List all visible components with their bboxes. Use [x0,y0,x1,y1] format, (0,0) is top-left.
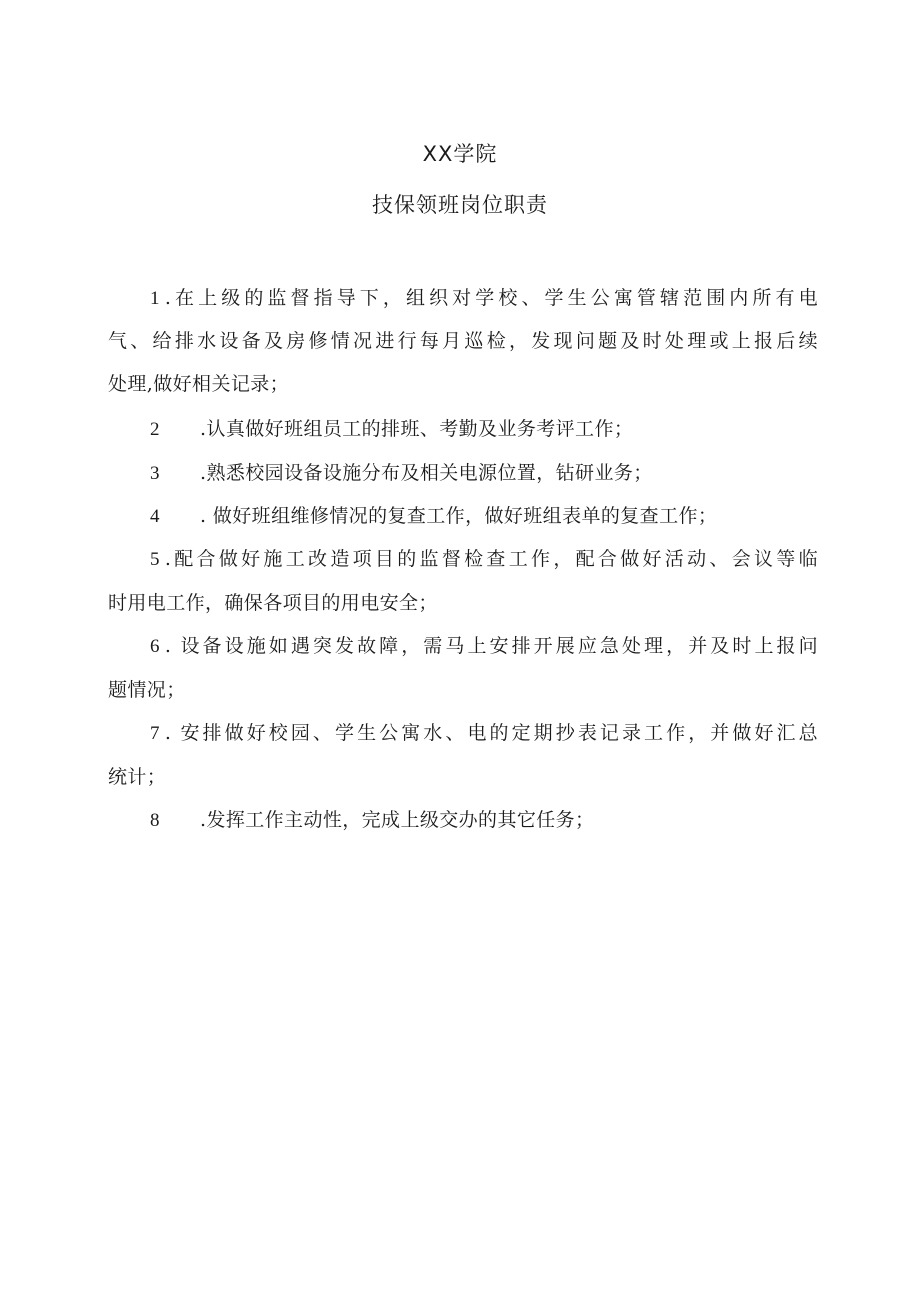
item-text: . 设备设施如遇突发故障，需马上安排开展应急处理，并及时上报问 [164,635,818,657]
item-text: 时用电工作，确保各项目的用电安全； [108,592,438,614]
institution-title: XX学院 [422,142,498,166]
list-item-5-line-2 [108,590,818,616]
item-text: 气、给排水设备及房修情况进行每月巡检，发现问题及时处理或上报后续 [108,330,818,352]
item-text: 统计； [108,766,167,788]
item-number: 1 [150,288,160,309]
list-item-7-line-1 [150,720,818,747]
item-number: 2 [150,419,160,440]
item-text: .认真做好班组员工的排班、考勤及业务考评工作； [200,418,634,440]
list-item-7-line-2 [108,764,818,790]
list-item-2 [150,416,818,443]
list-item-5-line-1 [150,546,818,573]
item-number: 8 [150,810,160,831]
list-item-3 [150,460,818,487]
item-text: .配合做好施工改造项目的监督检查工作，配合做好活动、会议等临 [164,548,818,570]
list-item-1-line-2 [108,328,818,354]
list-item-1-line-3 [108,371,818,397]
item-number: 5 [150,549,160,570]
list-item-4 [150,503,818,530]
item-text: .在上级的监督指导下，组织对学校、学生公寓管辖范围内所有电 [164,287,818,309]
list-item-1-line-1 [150,285,818,312]
page-title: 技保领班岗位职责 [372,193,548,217]
item-text: 题情况； [108,679,186,701]
list-item-6-line-1 [150,633,818,660]
item-text: .发挥工作主动性，完成上级交办的其它任务； [200,809,595,831]
item-number: 7 [150,723,160,744]
item-number: 4 [150,506,160,527]
item-number: 3 [150,463,160,484]
item-text: . 安排做好校园、学生公寓水、电的定期抄表记录工作，并做好汇总 [164,722,818,744]
item-text: 处理,做好相关记录； [108,373,290,395]
item-number: 6 [150,636,160,657]
item-text: . 做好班组维修情况的复查工作，做好班组表单的复查工作； [200,505,718,527]
list-item-8 [150,807,818,834]
list-item-6-line-2 [108,677,818,703]
item-text: .熟悉校园设备设施分布及相关电源位置，钻研业务； [200,462,653,484]
